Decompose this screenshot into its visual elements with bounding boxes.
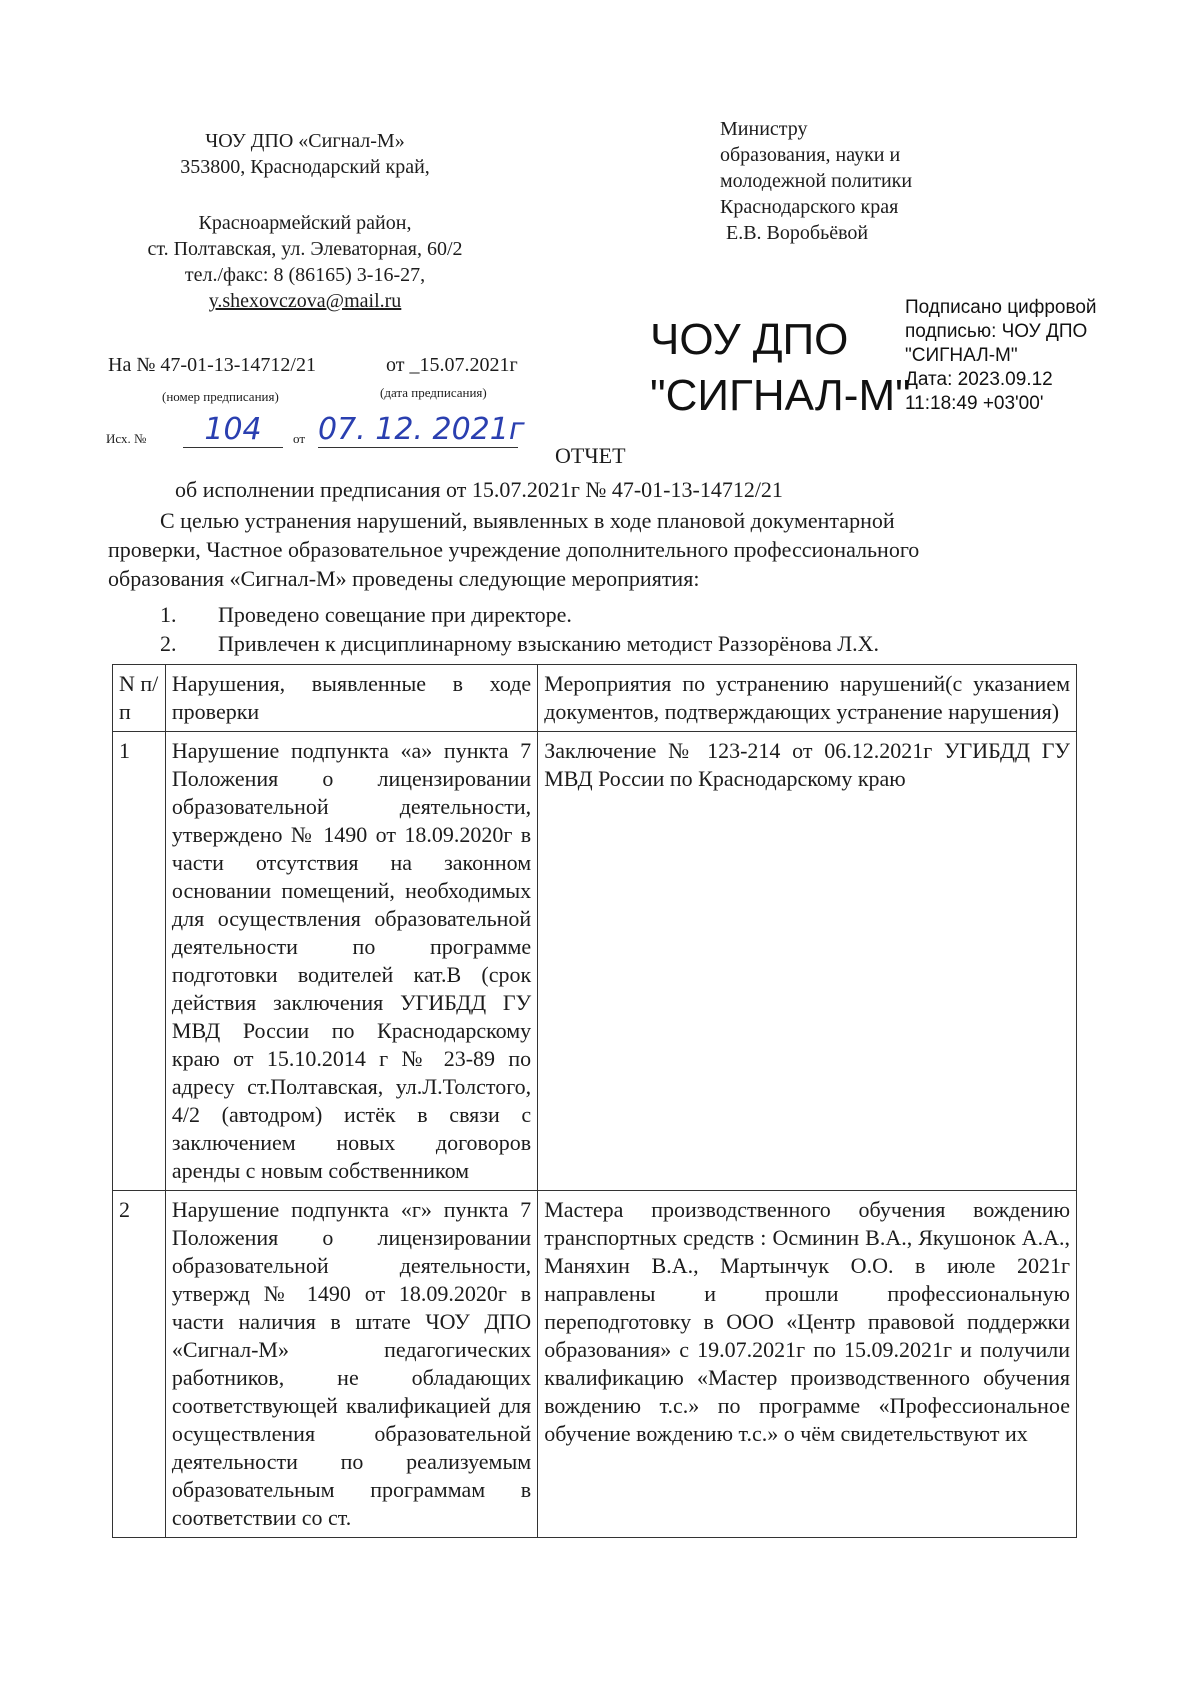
signature-org-line-1: ЧОУ ДПО	[650, 315, 849, 364]
violations-table	[112, 664, 1077, 1538]
recipient-line-4: Краснодарского края	[720, 196, 899, 218]
signature-org-line-2: "СИГНАЛ-М"	[650, 371, 911, 420]
row-num: 1	[113, 732, 166, 1191]
reference-number: На № 47-01-13-14712/21	[108, 354, 316, 376]
sender-block	[95, 128, 515, 314]
sender-address-3: ст. Полтавская, ул. Элеваторная, 60/2	[147, 238, 463, 260]
recipient-block	[720, 116, 912, 246]
row-num: 2	[113, 1191, 166, 1538]
table-row	[113, 1191, 1077, 1538]
row-measures: Заключение № 123-214 от 06.12.2021г УГИБДД ГУ МВД России по Краснодарскому краю	[538, 732, 1077, 1191]
signature-info-4: Дата: 2023.09.12	[905, 369, 1053, 390]
outgoing-from: от	[293, 431, 306, 446]
header-num: N п/п	[113, 665, 166, 732]
row-measures: Мастера производственного обучения вождению транспортных средств : Осминин В.А., Якушонок А.А., Маняхин В.А., Мартынчук О.О. в июле 2021г направлены и прошли профессиональную переподготовку в ООО «Центр правовой поддержки образования» с 19.07.2021г по 15.09.2021г и получили квалификацию «Мастер производственного обучения вождению т.с.» по программе «Профессиональное обучение вождению т.с.» о чём свидетельствуют их	[538, 1191, 1077, 1538]
signature-info-5: 11:18:49 +03'00'	[905, 393, 1044, 414]
intro-line-2: проверки, Частное образовательное учреждение дополнительного профессионального	[108, 537, 920, 562]
reference-date: от _15.07.2021г	[386, 354, 518, 376]
recipient-line-1: Министру	[720, 118, 808, 140]
list-item-2: Привлечен к дисциплинарному взысканию методист Раззорёнова Л.Х.	[218, 631, 880, 656]
recipient-line-2: образования, науки и	[720, 144, 901, 166]
recipient-line-3: молодежной политики	[720, 170, 913, 192]
table-header-row	[113, 665, 1077, 732]
reference-number-caption: (номер предписания)	[162, 389, 279, 404]
row-violation: Нарушение подпункта «а» пункта 7 Положения о лицензировании образовательной деятельности, утверждено № 1490 от 18.09.2020г в части отсутствия на законном основании помещений, необходимых для осуществления образовательной деятельности по программе подготовки водителей кат.В (срок действия заключения УГИБДД ГУ МВД России по Краснодарскому краю от 15.10.2014 г № 23-89 по адресу ст.Полтавская, ул.Л.Толстого, 4/2 (автодром) истёк в связи с заключением новых договоров аренды с новым собственником	[165, 732, 537, 1191]
signature-info-1: Подписано цифровой	[905, 297, 1097, 318]
sender-phone: тел./факс: 8 (86165) 3-16-27,	[184, 264, 426, 286]
list-item-1: Проведено совещание при директоре.	[218, 602, 572, 627]
signature-info-2: подписью: ЧОУ ДПО	[905, 321, 1088, 342]
sender-address-1: 353800, Краснодарский край,	[180, 156, 430, 178]
intro-line-3: образования «Сигнал-М» проведены следующие мероприятия:	[108, 566, 700, 591]
list-item-2-number: 2.	[160, 631, 177, 656]
header-measures: Мероприятия по устранению нарушений(с указанием документов, подтверждающих устранение нарушения)	[538, 665, 1077, 732]
table-row	[113, 732, 1077, 1191]
header-violation: Нарушения, выявленные в ходе проверки	[165, 665, 537, 732]
reference-date-caption: (дата предписания)	[380, 385, 487, 400]
recipient-line-5: Е.В. Воробьёвой	[726, 222, 869, 244]
row-violation: Нарушение подпункта «г» пункта 7 Положения о лицензировании образовательной деятельности, утвержд № 1490 от 18.09.2020г в части наличия в штате ЧОУ ДПО «Сигнал-М» педагогических работников, не обладающих соответствующей квалификацией для осуществления образовательной деятельности по реализуемым образовательным программам в соответствии со ст.	[165, 1191, 537, 1538]
report-title: ОТЧЕТ	[555, 443, 626, 468]
report-subtitle: об исполнении предписания от 15.07.2021г № 47-01-13-14712/21	[175, 477, 783, 502]
sender-org: ЧОУ ДПО «Сигнал-М»	[205, 130, 405, 152]
outgoing-number: 104	[183, 412, 283, 448]
signature-info	[905, 296, 1097, 416]
outgoing-date: 07. 12. 2021г	[318, 412, 525, 447]
signature-info-3: "СИГНАЛ-М"	[905, 345, 1018, 366]
sender-email: y.shexovczova@mail.ru	[208, 290, 402, 312]
signature-org	[650, 312, 911, 424]
intro-line-1: С целью устранения нарушений, выявленных в ходе плановой документарной	[160, 508, 895, 533]
outgoing-prefix: Исх. №	[106, 431, 147, 446]
list-item-1-number: 1.	[160, 602, 177, 627]
sender-address-2: Красноармейский район,	[198, 212, 412, 234]
